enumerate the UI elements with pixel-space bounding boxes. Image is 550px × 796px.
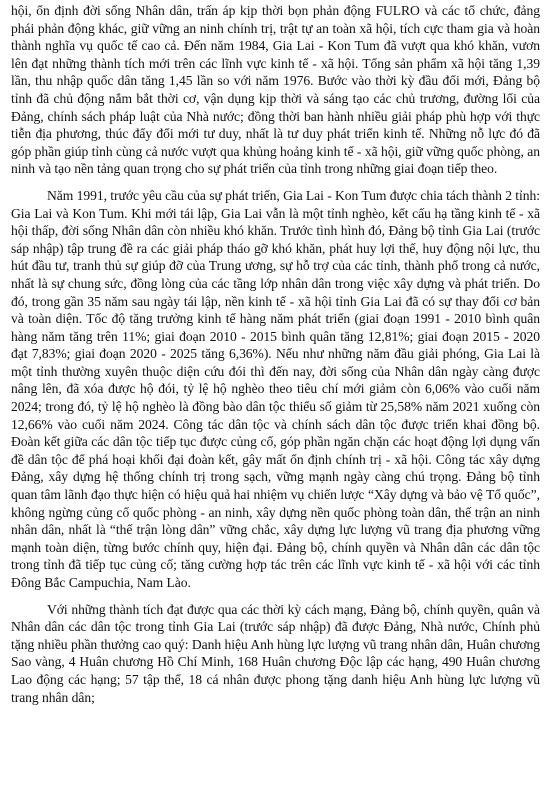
paragraph-continuation: hội, ổn định đời sống Nhân dân, trấn áp kịp thời bọn phản động FULRO và các tổ chức, đảng phái phản động khác, giữ vững an ninh chính trị, trật tự an toàn xã hội, tích cực tham gia và hoàn thành nghĩa vụ quốc tế cao cả. Đến năm 1984, Gia Lai - Kon Tum đã vượt qua khó khăn, vươn lên đạt những thành tích mới trên các lĩnh vực kinh tế - xã hội. Tổng sản phẩm xã hội tăng 1,39 lần, thu nhập quốc dân tăng 1,45 lần so với năm 1976. Bước vào thời kỳ đầu đổi mới, Đảng bộ tỉnh đã chủ động nắm bắt thời cơ, vận dụng kịp thời và sáng tạo các chủ trương, đường lối của Đảng, chính sách pháp luật của Nhà nước; đồng thời ban hành nhiều giải pháp phù hợp với thực tiễn địa phương, thúc đẩy đổi mới tư duy, nhất là tư duy phát triển kinh tế. Những nỗ lực đó đã góp phần giúp tỉnh cùng cả nước vượt qua khủng hoảng kinh tế - xã hội, giữ vững quốc phòng, an ninh và tạo nền tảng quan trọng cho sự phát triển của tỉnh trong những giai đoạn tiếp theo. bbox=[11, 3, 540, 177]
paragraph-achievements: Với những thành tích đạt được qua các thời kỳ cách mạng, Đảng bộ, chính quyền, quân và Nhân dân các dân tộc trong tỉnh Gia Lai (trước sáp nhập) đã được Đảng, Nhà nước, Chính phủ tặng nhiều phần thưởng cao quý: Danh hiệu Anh hùng lực lượng vũ trang nhân dân, Huân chương Sao vàng, 4 Huân chương Hồ Chí Minh, 168 Huân chương Độc lập các hạng, 490 Huân chương Lao động các hạng; 57 tập thể, 18 cá nhân được phong tặng danh hiệu Anh hùng lực lượng vũ trang nhân dân; bbox=[11, 601, 540, 705]
paragraph-development-1991: Năm 1991, trước yêu cầu của sự phát triển, Gia Lai - Kon Tum được chia tách thành 2 tỉnh: Gia Lai và Kon Tum. Khi mới tái lập, Gia Lai vẫn là một tỉnh nghèo, kết cấu hạ tầng kinh tế - xã hội thấp, đời sống Nhân dân còn nhiều khó khăn. Trước tình hình đó, Đảng bộ tỉnh Gia Lai (trước sáp nhập) tập trung đề ra các giải pháp tháo gỡ khó khăn, phát huy lợi thế, huy động nội lực, thu hút đầu tư, tranh thủ sự giúp đỡ của Trung ương, sự hỗ trợ của các tỉnh, thành phố trong cả nước, nhất là sự chung sức, đồng lòng của các tầng lớp nhân dân trong việc xây dựng và phát triển. Do đó, trong gần 35 năm sau ngày tái lập, nền kinh tế - xã hội tỉnh Gia Lai đã có sự thay đổi cơ bản và toàn diện. Tốc độ tăng trưởng kinh tế hàng năm phát triển (giai đoạn 1991 - 2010 bình quân hàng năm tăng trên 11%; giai đoạn 2010 - 2015 bình quân tăng 12,81%; giai đoạn 2015 - 2020 đạt 7,83%; giai đoạn 2020 - 2025 tăng 6,36%). Nếu như những năm đầu giải phóng, Gia Lai là một tỉnh thường xuyên thuộc diện cứu đói thì đến nay, đời sống của Nhân dân ngày càng được nâng lên, đã xóa được hộ đói, tỷ lệ hộ nghèo theo tiêu chí mới giảm còn 6,06% vào cuối năm 2024; trong đó, tỷ lệ hộ nghèo là đồng bào dân tộc thiểu số giảm từ 25,58% năm 2021 xuống còn 12,66% vào cuối năm 2024. Công tác dân tộc và chính sách dân tộc được triển khai đồng bộ. Đoàn kết giữa các dân tộc tiếp tục được củng cố, góp phần ngăn chặn các hoạt động lợi dụng vấn đề dân tộc để phá hoại khối đại đoàn kết, gây mất ổn định chính trị - xã hội. Công tác xây dựng Đảng, xây dựng hệ thống chính trị trong sạch, vững mạnh ngày càng chú trọng. Đảng bộ tỉnh quan tâm lãnh đạo thực hiện có hiệu quả hai nhiệm vụ chiến lược “Xây dựng và bảo vệ Tổ quốc”, không ngừng củng cố quốc phòng - an ninh, xây dựng nền quốc phòng toàn dân, thế trận an ninh nhân dân, nhất là “thế trận lòng dân” vững chắc, xây dựng lực lượng vũ trang địa phương vững mạnh toàn diện, từng bước chính quy, hiện đại. Đảng bộ, chính quyền và Nhân dân các dân tộc trong tỉnh đã tiếp tục củng cố; tăng cường hợp tác trên các lĩnh vực kinh tế - xã hội với các tỉnh Đông Bắc Campuchia, Nam Lào. bbox=[11, 187, 540, 590]
